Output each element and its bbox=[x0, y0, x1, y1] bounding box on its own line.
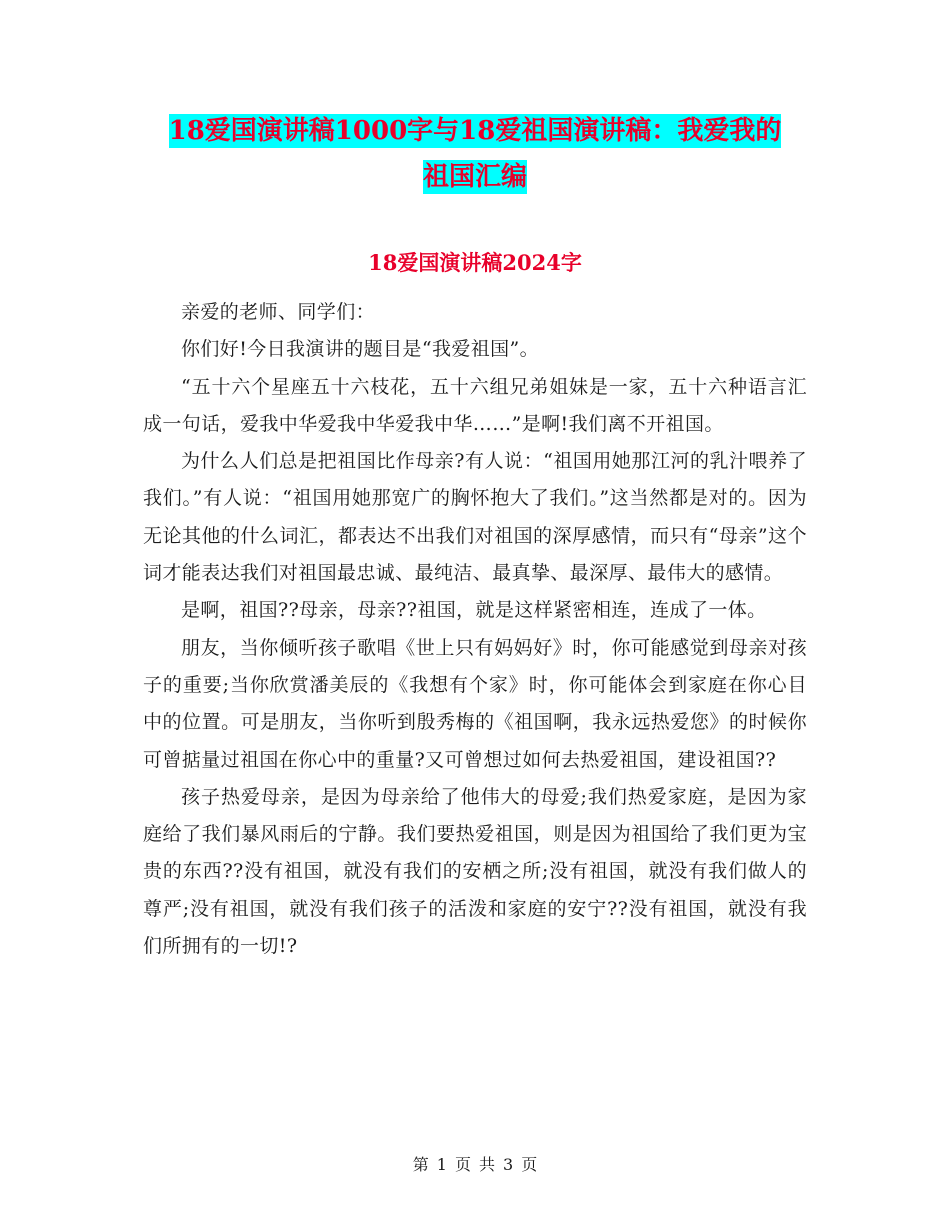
footer-label-di: 第 bbox=[412, 1155, 429, 1174]
footer-label-ye2: 页 bbox=[521, 1155, 538, 1174]
title-line-2: 祖国汇编 bbox=[422, 162, 527, 192]
footer-label-gong: 共 bbox=[479, 1155, 496, 1174]
section-heading: 18爱国演讲稿2024字 bbox=[368, 250, 582, 275]
document-body bbox=[143, 294, 807, 965]
paragraph-love: 孩子热爱母亲，是因为母亲给了他伟大的母爱;我们热爱家庭，是因为家庭给了我们暴风雨后的宁静。我们要热爱祖国，则是因为祖国给了我们更为宝贵的东西??没有祖国，就没有我们的安栖之所;没有祖国，就没有我们做人的尊严;没有祖国，就没有我们孩子的活泼和家庭的安宁??没有祖国，就没有我们所拥有的一切!? bbox=[143, 785, 807, 958]
paragraph-greeting: 亲爱的老师、同学们： bbox=[181, 301, 376, 323]
paragraph-friend: 朋友，当你倾听孩子歌唱《世上只有妈妈好》时，你可能感觉到母亲对孩子的重要;当你欣赏潘美辰的《我想有个家》时，你可能体会到家庭在你心目中的位置。可是朋友，当你听到殷秀梅的《祖国啊，我永远热爱您》的时候你可曾掂量过祖国在你心中的重量?又可曾想过如何去热爱祖国，建设祖国?? bbox=[143, 636, 807, 771]
document-title bbox=[140, 108, 810, 200]
paragraph-connection: 是啊，祖国??母亲，母亲??祖国，就是这样紧密相连，连成了一体。 bbox=[181, 599, 767, 622]
paragraph-intro: 你们好!今日我演讲的题目是“我爱祖国”。 bbox=[181, 338, 540, 361]
paragraph-mother: 为什么人们总是把祖国比作母亲?有人说：“祖国用她那江河的乳汁喂养了我们。”有人说：“祖国用她那宽广的胸怀抱大了我们。”这当然都是对的。因为无论其他的什么词汇，都表达不出我们对祖国的深厚感情，而只有“母亲”这个词才能表达我们对祖国最忠诚、最纯洁、最真挚、最深厚、最伟大的感情。 bbox=[143, 450, 807, 585]
footer-page-total: 3 bbox=[503, 1155, 514, 1174]
paragraph-song: “五十六个星座五十六枝花，五十六组兄弟姐妹是一家，五十六种语言汇成一句话，爱我中华爱我中华爱我中华……”是啊!我们离不开祖国。 bbox=[143, 375, 807, 435]
footer-label-ye: 页 bbox=[454, 1155, 471, 1174]
title-line-1: 18爱国演讲稿1000字与18爱祖国演讲稿：我爱我的 bbox=[168, 116, 782, 146]
footer-page-current: 1 bbox=[436, 1155, 447, 1174]
page-footer bbox=[0, 1152, 950, 1175]
